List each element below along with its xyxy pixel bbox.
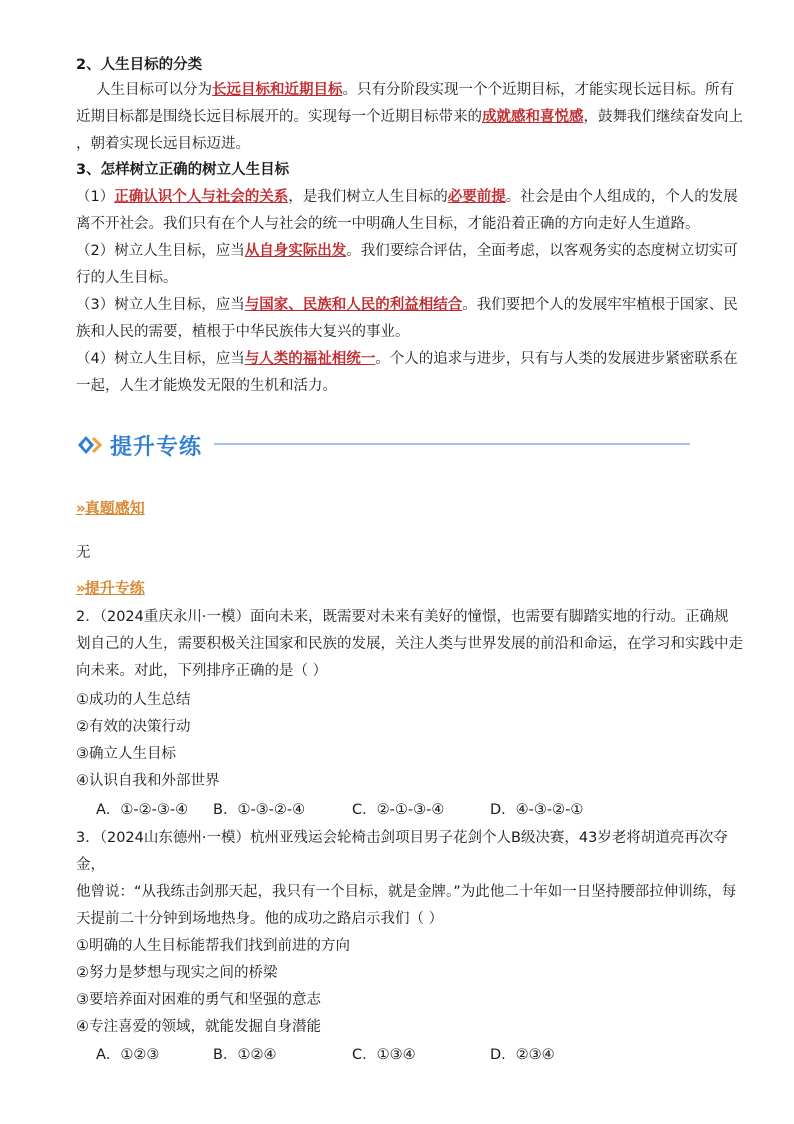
q3-option-b[interactable]: B．①②④ xyxy=(213,1047,277,1063)
tisheng-heading-text: 提升专练 xyxy=(84,579,145,597)
highlight-own-reality: 从自身实际出发 xyxy=(244,243,347,259)
section2-paragraph-line2 xyxy=(76,107,743,127)
q2-statement-3: ③确立人生目标 xyxy=(76,746,176,762)
highlight-necessary-premise: 必要前提 xyxy=(447,189,506,205)
q2-stem-line1: 2．（2024重庆永川·一模）面向未来，既需要对未来有美好的憧憬，也需要有脚踏实地的行动。正确规 xyxy=(76,609,729,625)
section-banner xyxy=(78,428,690,462)
double-chevron-icon: » xyxy=(76,499,83,517)
q3-option-c[interactable]: C．①③④ xyxy=(352,1047,416,1063)
q2-option-b[interactable]: B．①-③-②-④ xyxy=(213,802,306,818)
section2-paragraph-line3: ，朝着实现长远目标迈进。 xyxy=(76,136,250,152)
text: 。只有分阶段实现一个个近期目标，才能实现长远目标。所有 xyxy=(342,82,734,98)
banner-title: 提升专练 xyxy=(110,435,203,460)
zhenti-heading xyxy=(76,497,145,518)
q3-stem-line4: 天提前二十分钟到场地热身。他的成功之路启示我们（ ） xyxy=(76,911,444,927)
q3-option-d[interactable]: D．②③④ xyxy=(490,1047,555,1063)
q3-statement-4: ④专注喜爱的领域，就能发掘自身潜能 xyxy=(76,1019,321,1035)
text: 。我们要综合评估，全面考虑，以客观务实的态度树立切实可 xyxy=(346,243,738,259)
q3-statement-1: ①明确的人生目标能帮我们找到前进的方向 xyxy=(76,938,350,954)
diamond-chevron-icon xyxy=(78,434,104,456)
highlight-long-near-goals: 长远目标和近期目标 xyxy=(212,82,343,98)
text: 近期目标都是围绕长远目标展开的。实现每一个近期目标带来的 xyxy=(76,109,482,125)
q3-stem-line1: 3．（2024山东德州·一模）杭州亚残运会轮椅击剑项目男子花剑个人B级决赛，43岁老将胡道亮再次夺 xyxy=(76,830,728,846)
item2-line2: 行的人生目标。 xyxy=(76,270,178,286)
q2-option-d[interactable]: D．④-③-②-① xyxy=(490,802,584,818)
text: 。我们要把个人的发展牢牢植根于国家、民 xyxy=(462,297,738,313)
q2-statement-4: ④认识自我和外部世界 xyxy=(76,773,220,789)
section2-heading: 2、人生目标的分类 xyxy=(76,57,203,73)
q2-option-a[interactable]: A．①-②-③-④ xyxy=(96,802,189,818)
section3-heading: 3、怎样树立正确的树立人生目标 xyxy=(76,162,290,178)
text: ，是我们树立人生目标的 xyxy=(288,189,448,205)
q3-stem-line2: 金， xyxy=(76,857,105,873)
double-chevron-icon: » xyxy=(76,579,83,597)
zhenti-content: 无 xyxy=(76,545,91,561)
q3-statement-3: ③要培养面对困难的勇气和坚强的意志 xyxy=(76,992,321,1008)
zhenti-heading-text: 真题感知 xyxy=(84,499,145,517)
item4-line1 xyxy=(76,349,738,369)
text: （3）树立人生目标，应当 xyxy=(76,297,245,313)
section2-paragraph-line1 xyxy=(96,80,734,100)
q3-stem-line3: 他曾说：“从我练击剑那天起，我只有一个目标，就是金牌。”为此他二十年如一日坚持腰部拉伸训练，每 xyxy=(76,884,737,900)
item3-line2: 族和人民的需要，植根于中华民族伟大复兴的事业。 xyxy=(76,324,410,340)
text: （1） xyxy=(76,189,115,205)
highlight-human-wellbeing: 与人类的福祉相统一 xyxy=(244,351,376,367)
item1-line1 xyxy=(76,187,738,207)
highlight-national-interest: 与国家、民族和人民的利益相结合 xyxy=(244,297,463,313)
q3-statement-2: ②努力是梦想与现实之间的桥梁 xyxy=(76,965,278,981)
item3-line1 xyxy=(76,295,738,315)
text: 。社会是由个人组成的，个人的发展 xyxy=(505,189,738,205)
tisheng-heading xyxy=(76,577,145,598)
text: （4）树立人生目标，应当 xyxy=(76,351,245,367)
item1-line2: 离不开社会。我们只有在个人与社会的统一中明确人生目标，才能沿着正确的方向走好人生道路。 xyxy=(76,216,700,232)
text: 人生目标可以分为 xyxy=(96,82,212,98)
text: 。个人的追求与进步，只有与人类的发展进步紧密联系在 xyxy=(375,351,738,367)
text: （2）树立人生目标，应当 xyxy=(76,243,245,259)
q2-statement-2: ②有效的决策行动 xyxy=(76,719,191,735)
q2-option-c[interactable]: C．②-①-③-④ xyxy=(352,802,445,818)
text: ，鼓舞我们继续奋发向上 xyxy=(583,109,743,125)
q2-stem-line3: 向未来。对此，下列排序正确的是（ ） xyxy=(76,663,328,679)
q3-option-a[interactable]: A．①②③ xyxy=(96,1047,160,1063)
highlight-achievement: 成就感和喜悦感 xyxy=(482,109,584,125)
item4-line2: 一起，人生才能焕发无限的生机和活力。 xyxy=(76,378,337,394)
item2-line1 xyxy=(76,241,738,261)
q2-stem-line2: 划自己的人生，需要积极关注国家和民族的发展，关注人类与世界发展的前沿和命运，在学习和实践中走 xyxy=(76,636,743,652)
q2-statement-1: ①成功的人生总结 xyxy=(76,692,191,708)
banner-divider xyxy=(214,443,690,445)
highlight-individual-society: 正确认识个人与社会的关系 xyxy=(114,189,289,205)
